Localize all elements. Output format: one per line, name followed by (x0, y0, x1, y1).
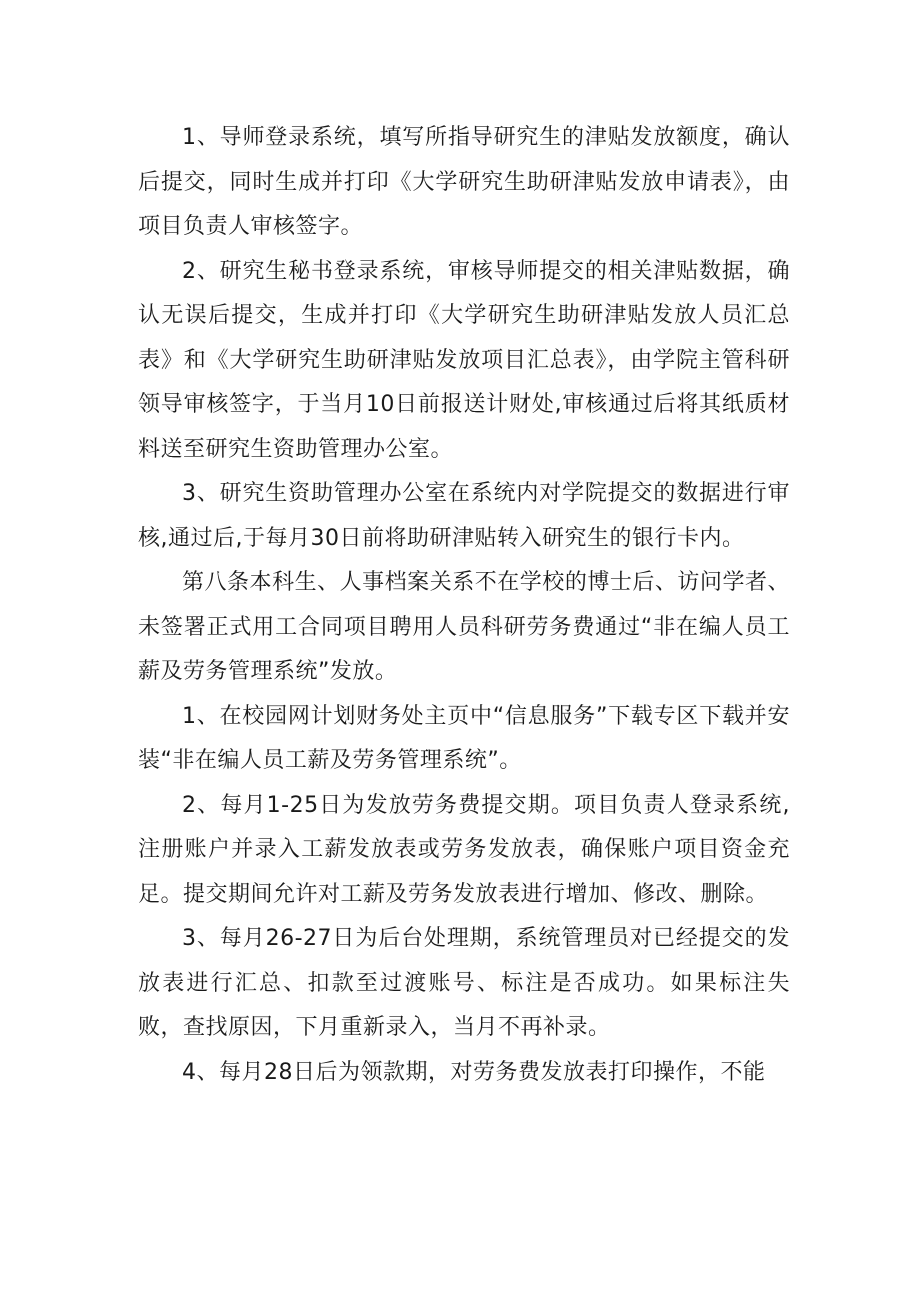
paragraph-1: 1、导师登录系统，填写所指导研究生的津贴发放额度，确认后提交，同时生成并打印《大学研究生助研津贴发放申请表》，由项目负责人审核签字。 (138, 125, 790, 239)
paragraph-3: 3、研究生资助管理办公室在系统内对学院提交的数据进行审核,通过后,于每月30日前将助研津贴转入研究生的银行卡内。 (138, 481, 790, 551)
paragraph-7: 4、每月28日后为领款期，对劳务费发放表打印操作，不能 (182, 1059, 766, 1085)
paragraph-4: 1、在校园网计划财务处主页中“信息服务”下载专区下载并安装“非在编人员工薪及劳务管理系统”。 (138, 703, 790, 773)
paragraph-2: 2、研究生秘书登录系统，审核导师提交的相关津贴数据，确认无误后提交，生成并打印《大学研究生助研津贴发放人员汇总表》和《大学研究生助研津贴发放项目汇总表》，由学院主管科研领导审核签字，于当月10日前报送计财处,审核通过后将其纸质材料送至研究生资助管理办公室。 (138, 258, 790, 462)
paragraph-6: 3、每月26-27日为后台处理期，系统管理员对已经提交的发放表进行汇总、扣款至过渡账号、标注是否成功。如果标注失败，查找原因，下月重新录入，当月不再补录。 (138, 926, 790, 1040)
paragraph-article-8: 第八条本科生、人事档案关系不在学校的博士后、访问学者、未签署正式用工合同项目聘用人员科研劳务费通过“非在编人员工薪及劳务管理系统”发放。 (138, 570, 790, 684)
document-body (138, 116, 790, 1095)
paragraph-5: 2、每月1-25日为发放劳务费提交期。项目负责人登录系统,注册账户并录入工薪发放表或劳务发放表，确保账户项目资金充足。提交期间允许对工薪及劳务发放表进行增加、修改、删除。 (138, 792, 790, 907)
